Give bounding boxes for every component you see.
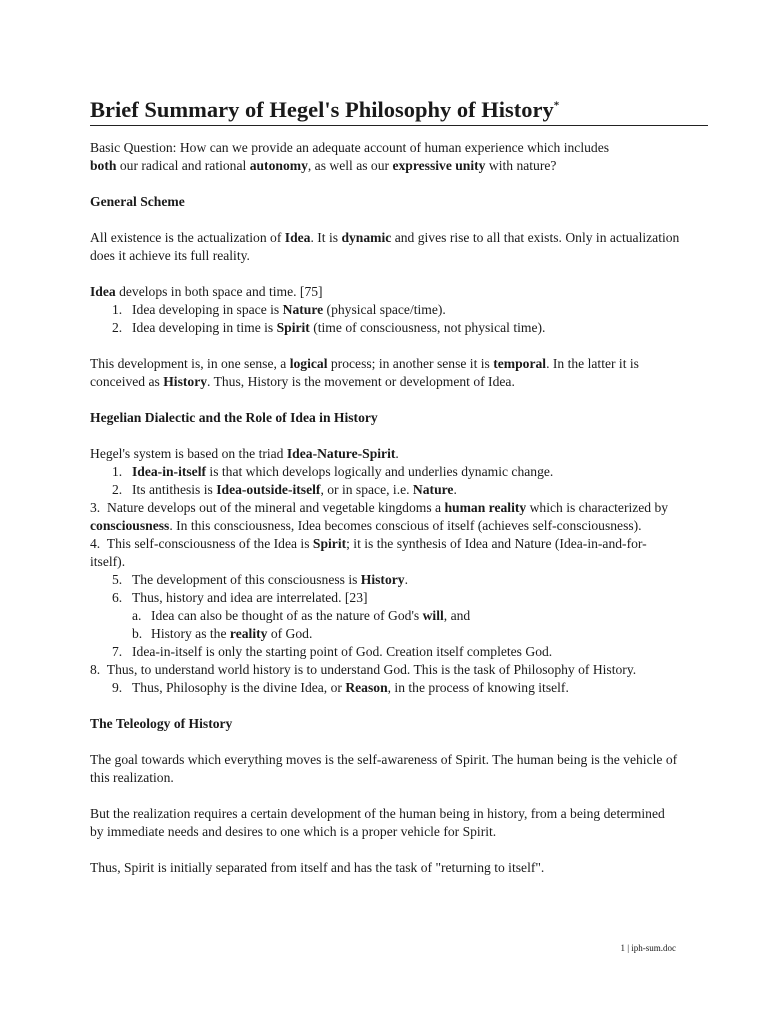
page-footer: 1 | iph-sum.doc [620,943,676,953]
list-item: 9. Thus, Philosophy is the divine Idea, or Reason, in the process of knowing itself. [112,680,569,695]
list-item: 2. Its antithesis is Idea-outside-itself, or in space, i.e. Nature. [112,482,457,497]
general-paragraph-3: This development is, in one sense, a logical process; in another sense it is temporal. In the latter it is conceived as History. Thus, History is the movement or development of Idea. [90,356,639,389]
general-paragraph-1: All existence is the actualization of Idea. It is dynamic and gives rise to all that exists. Only in actualization does it achieve its full reality. [90,230,680,263]
file-name: iph-sum.doc [631,943,676,953]
sub-list-item: b. History as the reality of God. [132,626,313,641]
teleology-paragraph-2: But the realization requires a certain development of the human being in history, from a being determined by immediate needs and desires to one which is a proper vehicle for Spirit. [90,806,665,839]
sub-list-item: a. Idea can also be thought of as the nature of God's will, and [132,608,471,623]
list-item: 1. Idea developing in space is Nature (physical space/time). [112,302,446,317]
dialectic-intro: Hegel's system is based on the triad Idea-Nature-Spirit. [90,446,399,461]
page-number: 1 [620,943,625,953]
list-item: 4. This self-consciousness of the Idea is Spirit; it is the synthesis of Idea and Nature (Idea-in-and-for-itself). [90,536,647,569]
teleology-paragraph-1: The goal towards which everything moves is the self-awareness of Spirit. The human being is the vehicle of this realization. [90,752,678,785]
list-item: 1. Idea-in-itself is that which develops logically and underlies dynamic change. [112,464,554,479]
page-title: Brief Summary of Hegel's Philosophy of History* [90,96,560,122]
heading-teleology: The Teleology of History [90,716,233,731]
heading-hegelian-dialectic: Hegelian Dialectic and the Role of Idea in History [90,410,378,425]
teleology-paragraph-3: Thus, Spirit is initially separated from itself and has the task of "returning to itself". [90,860,545,875]
title-block [90,92,708,126]
list-item: 6. Thus, history and idea are interrelated. [23] [112,590,368,605]
intro-paragraph: Basic Question: How can we provide an adequate account of human experience which includes both our radical and rational autonomy, as well as our expressive unity with nature? [90,140,610,173]
footnote-mark: * [553,99,560,111]
document-body [90,139,680,877]
heading-general-scheme: General Scheme [90,194,185,209]
list-item: 2. Idea developing in time is Spirit (time of consciousness, not physical time). [112,320,546,335]
list-item: 8. Thus, to understand world history is to understand God. This is the task of Philosophy of History. [90,662,637,677]
list-item: 3. Nature develops out of the mineral and vegetable kingdoms a human reality which is characterized by consciousness. In this consciousness, Idea becomes conscious of itself (achieves self-consciousness). [90,500,669,533]
general-paragraph-2: Idea develops in both space and time. [75] [90,284,323,299]
list-item: 7. Idea-in-itself is only the starting point of God. Creation itself completes God. [112,644,553,659]
list-item: 5. The development of this consciousness is History. [112,572,408,587]
